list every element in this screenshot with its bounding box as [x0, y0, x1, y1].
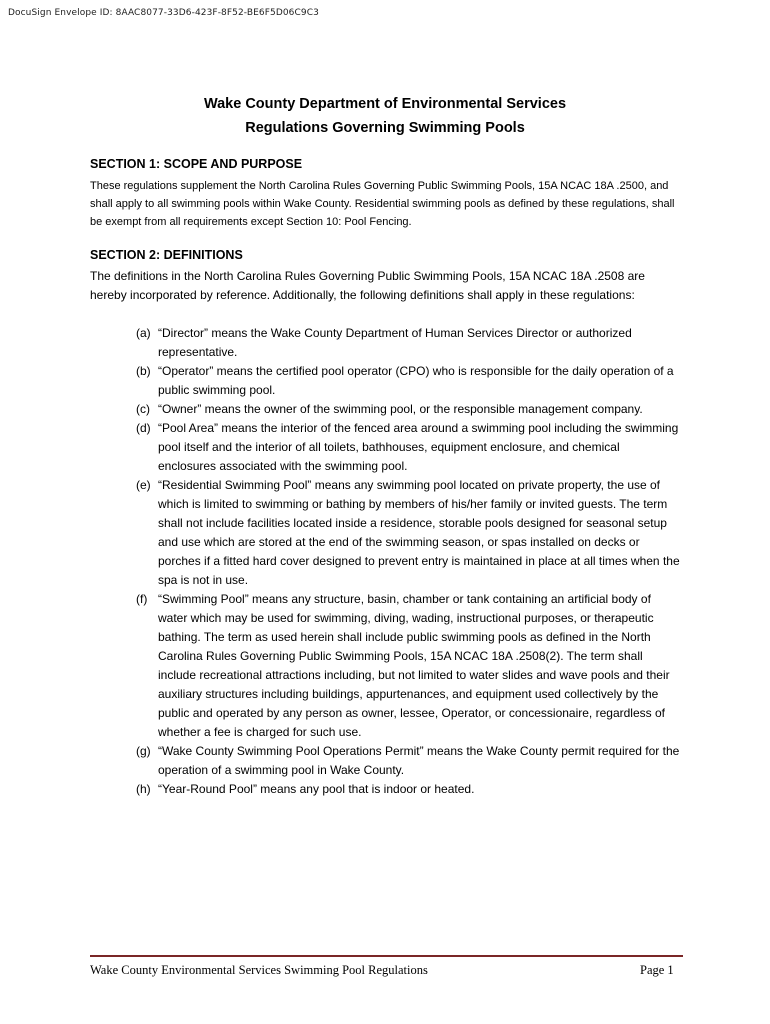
footer-document-name: Wake County Environmental Services Swimming Pool Regulations — [90, 963, 428, 977]
definition-item — [90, 324, 680, 362]
definition-letter: (g) — [136, 744, 151, 758]
definition-text: “Year-Round Pool” means any pool that is indoor or heated. — [158, 782, 475, 796]
definition-text: “Owner” means the owner of the swimming pool, or the responsible management company. — [158, 402, 643, 416]
definition-text: “Director” means the Wake County Department of Human Services Director or authorized representative. — [158, 326, 632, 359]
definition-letter: (h) — [136, 782, 151, 796]
definition-item — [90, 476, 680, 590]
definition-text: “Operator” means the certified pool operator (CPO) who is responsible for the daily operation of a public swimming pool. — [158, 364, 674, 397]
definition-letter: (a) — [136, 326, 151, 340]
definition-letter: (e) — [136, 478, 151, 492]
footer-rule — [90, 955, 683, 957]
section-1-body: These regulations supplement the North Carolina Rules Governing Public Swimming Pools, 15A NCAC 18A .2500, and shall apply to all swimming pools within Wake County. Residential swimming pools as defined by these regulations, shall be exempt from all requirements except Section 10: Pool Fencing. — [90, 180, 675, 228]
definition-item — [90, 362, 680, 400]
definition-letter: (d) — [136, 421, 151, 435]
footer-page-number: Page 1 — [640, 963, 674, 977]
definition-item — [90, 590, 680, 742]
definition-letter: (b) — [136, 364, 151, 378]
definition-letter: (c) — [136, 402, 150, 416]
section-2-heading: SECTION 2: DEFINITIONS — [90, 248, 243, 262]
definition-text: “Residential Swimming Pool” means any swimming pool located on private property, the use of which is limited to swimming or bathing by members of his/her family or invited guests. The term shall not include facilities located inside a residence, storable pools designed for seasonal setup and use which are stored at the end of the swimming season, or spas installed on decks or porches if a fitted hard cover designed to prevent entry is maintained in place at all times when the spa is not in use. — [158, 478, 680, 587]
definition-item — [90, 742, 680, 780]
definition-item — [90, 780, 680, 799]
definition-item — [90, 400, 680, 419]
envelope-id: DocuSign Envelope ID: 8AAC8077-33D6-423F-8F52-BE6F5D06C9C3 — [8, 8, 319, 18]
section-2-intro: The definitions in the North Carolina Rules Governing Public Swimming Pools, 15A NCAC 18A .2508 are hereby incorporated by reference. Additionally, the following definitions shall apply in these regulations: — [90, 269, 645, 302]
definitions-list — [90, 324, 690, 799]
section-1-heading: SECTION 1: SCOPE AND PURPOSE — [90, 157, 303, 171]
definition-letter: (f) — [136, 592, 148, 606]
document-subtitle: Regulations Governing Swimming Pools — [245, 120, 525, 136]
definition-item — [90, 419, 680, 476]
definition-text: “Swimming Pool” means any structure, basin, chamber or tank containing an artificial body of water which may be used for swimming, diving, wading, instructional purposes, or therapeutic bathing. The term as used herein shall include public swimming pools as defined in the North Carolina Rules Governing Public Swimming Pools, 15A NCAC 18A .2508(2). The term shall include recreational attractions including, but not limited to water slides and wave pools and their auxiliary structures including buildings, appurtenances, and equipment used collectively by the public and operated by any person as owner, lessee, Operator, or concessionaire, regardless of whether a fee is charged for such use. — [158, 592, 670, 739]
definition-text: “Wake County Swimming Pool Operations Permit” means the Wake County permit required for the operation of a swimming pool in Wake County. — [158, 744, 680, 777]
definition-text: “Pool Area” means the interior of the fenced area around a swimming pool including the swimming pool itself and the interior of all toilets, bathhouses, equipment enclosure, and chemical enclosures associated with the swimming pool. — [158, 421, 679, 473]
document-title: Wake County Department of Environmental Services — [203, 96, 567, 112]
